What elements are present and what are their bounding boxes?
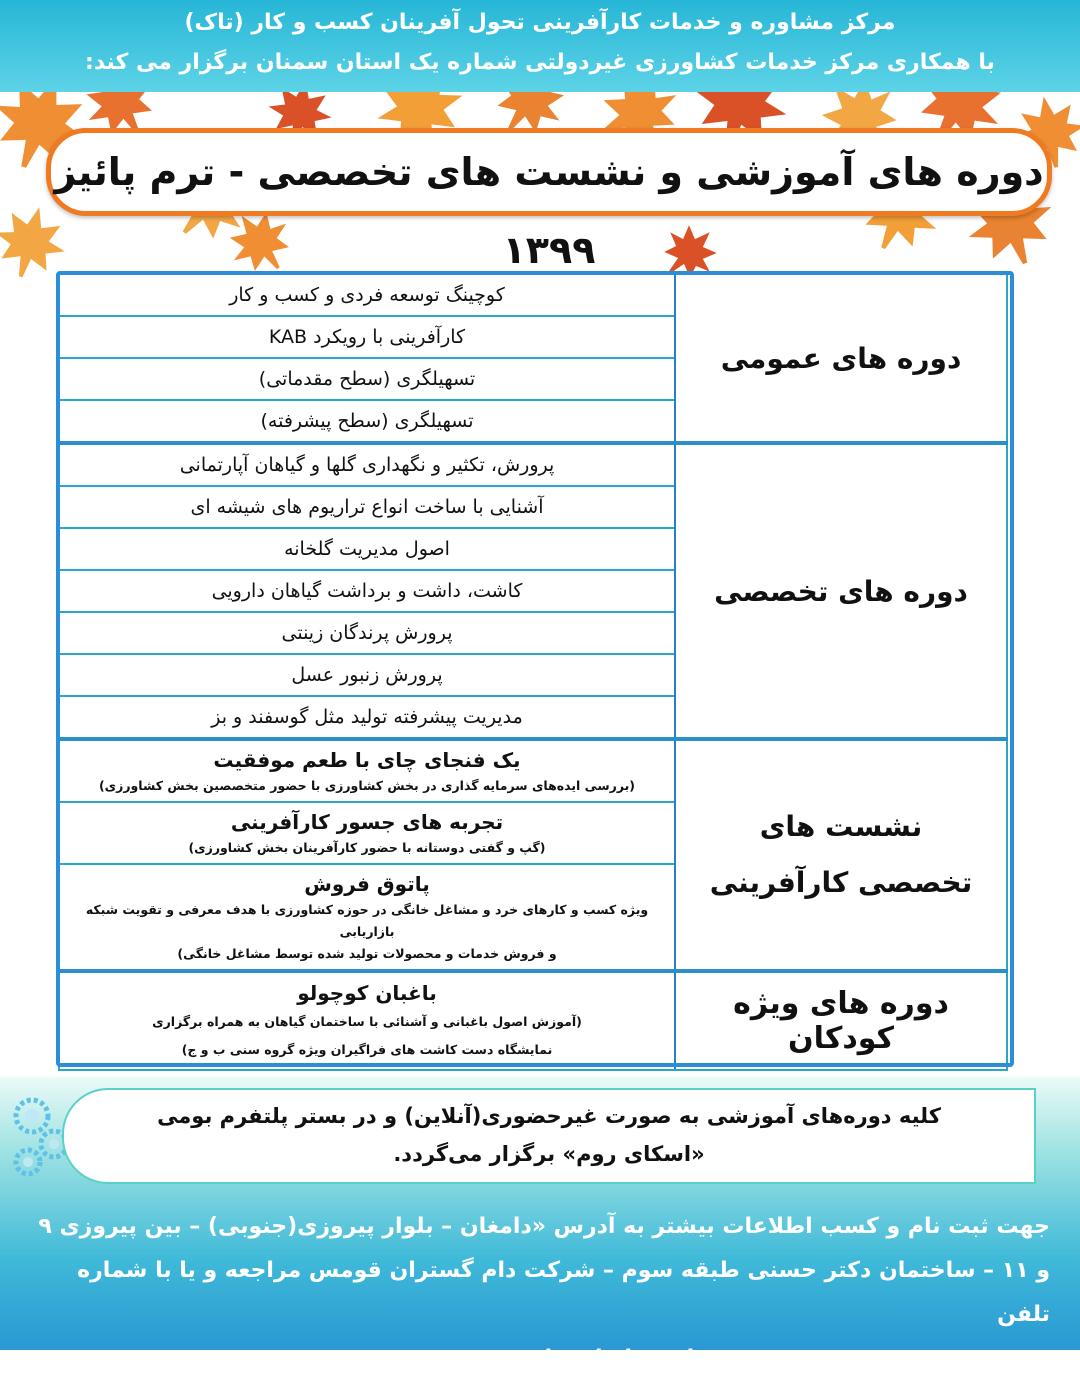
items-general [59, 274, 675, 443]
kids-title: باغبان کوچولو [297, 981, 437, 1005]
category-sessions [675, 739, 1007, 971]
header-line-1: مرکز مشاوره و خدمات کارآفرینی تحول آفرینان کسب و کار (تاک) [184, 10, 896, 35]
kids-item [60, 974, 674, 1068]
kids-subtitle: (آموزش اصول باغبانی و آشنائی با ساختمان گیاهان به همراه برگزاری [152, 1014, 582, 1029]
session-subtitle: (گپ و گفتی دوستانه با حضور کارآفرینان بخش کشاورزی) [188, 840, 546, 855]
items-specialized [59, 443, 675, 739]
session-title: یک فنجای چای با طعم موفقیت [213, 748, 521, 772]
group-kids [59, 971, 1007, 1070]
category-sessions-line-2: تخصصی کارآفرینی [709, 866, 973, 899]
list-item: کوچینگ توسعه فردی و کسب و کار [60, 275, 674, 317]
courses-table [58, 273, 1008, 1071]
contact-line-3: ۰۲۳۳۵۲۴۵۷۱۹ و ۰۲۳۳۵۲۳۵۳۸۸ تماس حاصل نمایید. [506, 1346, 1050, 1371]
list-item: تسهیلگری (سطح مقدماتی) [60, 359, 674, 401]
items-kids [59, 971, 675, 1070]
list-item: پرورش پرندگان زینتی [60, 613, 674, 655]
list-item: پرورش زنبور عسل [60, 655, 674, 697]
session-title: تجربه های جسور کارآفرینی [230, 810, 504, 834]
group-specialized [59, 443, 1007, 739]
contact-info [30, 1205, 1050, 1381]
online-notice [62, 1088, 1036, 1184]
list-item: مدیریت پیشرفته تولید مثل گوسفند و بز [211, 706, 523, 728]
session-subtitle: (بررسی ایده‌های سرمایه گذاری در بخش کشاورزی با حضور متخصصین بخش کشاورزی) [98, 778, 636, 793]
category-general: دوره های عمومی [675, 274, 1007, 443]
notice-line-1: کلیه دوره‌های آموزشی به صورت غیرحضوری(آنلاین) و در بستر پلتفرم بومی [157, 1104, 941, 1128]
group-general [59, 274, 1007, 443]
list-item: تسهیلگری (سطح پیشرفته) [260, 410, 474, 432]
session-subtitle: و فروش خدمات و محصولات تولید شده توسط مشاغل خانگی) [177, 946, 557, 961]
title-box [46, 128, 1052, 272]
list-item: کاشت، داشت و برداشت گیاهان دارویی [60, 571, 674, 613]
category-sessions-line-1: نشست های [759, 810, 923, 843]
category-kids: دوره های ویژه کودکان [675, 971, 1007, 1070]
group-sessions [59, 739, 1007, 971]
items-sessions [59, 739, 675, 971]
session-subtitle: ویژه کسب و کارهای خرد و مشاغل خانگی در حوزه کشاورزی با هدف معرفی و تقویت شبکه بازاریابی [85, 902, 649, 939]
list-item: اصول مدیریت گلخانه [60, 529, 674, 571]
session-title: پاتوق فروش [304, 872, 430, 896]
category-specialized: دوره های تخصصی [675, 443, 1007, 739]
header-banner [0, 0, 1080, 92]
session-item [60, 741, 674, 803]
session-item [60, 865, 674, 969]
session-item [60, 803, 674, 865]
kids-subtitle: نمایشگاه دست کاشت های فراگیران ویژه گروه سنی ب و ج) [181, 1042, 553, 1057]
contact-line-2: و ۱۱ – ساختمان دکتر حسنی طبقه سوم – شرکت دام گستران قومس مراجعه و یا با شماره تلفن [77, 1258, 1050, 1327]
page-title: دوره های آموزشی و نشست های تخصصی - ترم پائیز ۱۳۹۹ [54, 150, 1044, 272]
header-line-2: با همکاری مرکز خدمات کشاورزی غیردولتی شماره یک استان سمنان برگزار می کند: [85, 50, 995, 75]
list-item: آشنایی با ساخت انواع تراریوم های شیشه ای [60, 487, 674, 529]
list-item: پرورش، تکثیر و نگهداری گلها و گیاهان آپارتمانی [60, 445, 674, 487]
notice-line-2: «اسکای روم» برگزار می‌گردد. [393, 1142, 705, 1166]
contact-line-1: جهت ثبت نام و کسب اطلاعات بیشتر به آدرس «دامغان – بلوار پیروزی(جنوبی) – بین پیروزی ۹ [38, 1214, 1050, 1239]
list-item: کارآفرینی با رویکرد KAB [60, 317, 674, 359]
